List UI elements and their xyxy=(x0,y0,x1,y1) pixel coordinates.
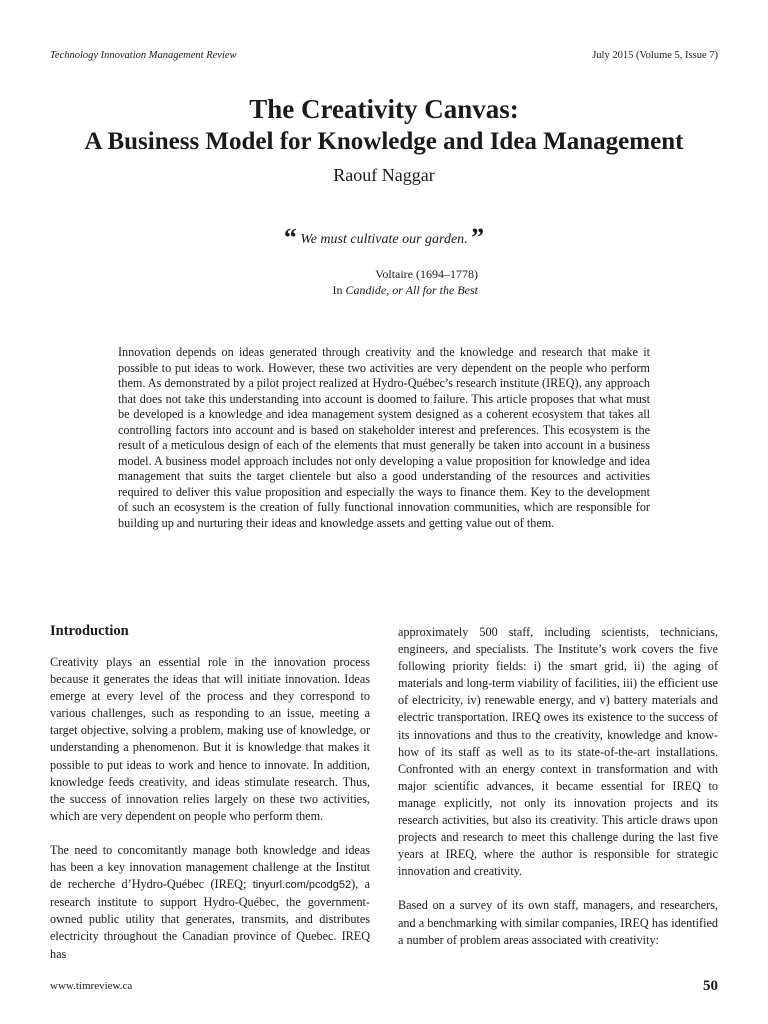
paragraph xyxy=(50,842,370,963)
epigraph-attribution xyxy=(300,266,478,298)
paragraph: approximately 500 staff, including scientists, technicians, engineers, and specialists. The Institute’s work covers the five following priority fields: i) the smart grid, ii) the aging of materials and long-term viability of facilities, iii) the efficient use of electricity, iv) renewable energy, and v) battery materials and electric transportation. IREQ owes its existence to the success of its innovations and thus to the creativity, knowledge and know-how of its staff as well as to its state-of-the-art installations. Confronted with an energy context in transformation and with major scientific advances, it became essential for IREQ to manage explicitly, not only its innovation projects and its research activities, but also its creativity. This article draws upon projects and research to meet this challenge during the last five years at IREQ, where the author is responsible for strategic innovation and creativity. xyxy=(398,625,718,879)
page-number: 50 xyxy=(703,978,718,994)
source-work: Candide, or All for the Best xyxy=(345,283,478,297)
article-subtitle: A Business Model for Knowledge and Idea Management xyxy=(84,128,684,155)
paragraph: Based on a survey of its own staff, managers, and researchers, and a benchmarking with similar companies, IREQ has identified a number of problem areas associated with creativity: xyxy=(398,898,718,947)
source-prefix: In xyxy=(332,283,346,297)
epigraph-quote-line xyxy=(283,223,485,252)
section-heading-introduction: Introduction xyxy=(50,623,129,639)
author-name: Raouf Naggar xyxy=(333,165,435,185)
epigraph xyxy=(0,223,768,252)
body-column-right xyxy=(398,624,718,966)
abstract: Innovation depends on ideas generated through creativity and the knowledge and research that make it possible to put ideas to work. However, these two activities are very dependent on the people who perform them. As demonstrated by a pilot project realized at Hydro-Québec’s research institute (IREQ), any approach that does not take this understanding into account is doomed to failure. This article proposes that what must be developed is a knowledge and idea management system designed as a coherent ecosystem that takes all controlling factors into account and is based on stakeholder interest and preferences. This ecosystem is the result of a meticulous design of each of the elements that must generally be taken into account in a business model. A business model approach includes not only developing a value proposition for knowledge and idea management that suits the target clientele but also a good understanding of the resources and activities required to deliver this value proposition and especially the ways to finance them. Key to the development of such an ecosystem is the creation of fully functional innovation communities, which are responsible for building up and nurturing their ideas and knowledge assets and getting value out of them. xyxy=(118,345,650,530)
epigraph-quote: We must cultivate our garden. xyxy=(300,232,468,247)
issue-info: July 2015 (Volume 5, Issue 7) xyxy=(592,50,718,61)
journal-name: Technology Innovation Management Review xyxy=(50,50,237,61)
attribution-source xyxy=(300,282,478,298)
running-header xyxy=(50,50,718,66)
body-column-left xyxy=(50,622,370,980)
open-quote-mark: “ xyxy=(283,223,297,252)
paragraph-text: ), a research institute to support Hydro-Québec, the government-owned public utility that generates, transmits, and distributes electricity throughout the Canadian province of Quebec. IREQ has xyxy=(50,877,370,961)
paragraph: Creativity plays an essential role in the innovation process because it generates the ideas that will initiate innovation. Ideas emerge at every level of the process and they correspond to various challenges, such as responding to an issue, meeting a target objective, solving a problem, making use of knowledge, or understanding a phenomenon. But it is knowledge that makes it possible to put ideas to work and hence to innovate. In addition, knowledge feeds creativity, and ideas stimulate research. Thus, the success of innovation relies largely on these two activities, which are very dependent on people who perform them. xyxy=(50,655,370,823)
paragraph-text: The need to concomitantly manage both knowledge and ideas has been a key innovation management challenge at the Institut de recherche d’Hydro-Québec (IREQ; xyxy=(50,842,370,892)
close-quote-mark: ” xyxy=(471,223,485,252)
footer-url[interactable]: www.timreview.ca xyxy=(50,980,133,992)
ireq-link[interactable]: tinyurl.com/pcodg52 xyxy=(252,879,352,892)
article-title: The Creativity Canvas: xyxy=(249,94,519,124)
title-block xyxy=(0,92,768,188)
attribution-author: Voltaire (1694–1778) xyxy=(375,267,478,281)
page-footer xyxy=(50,978,718,996)
